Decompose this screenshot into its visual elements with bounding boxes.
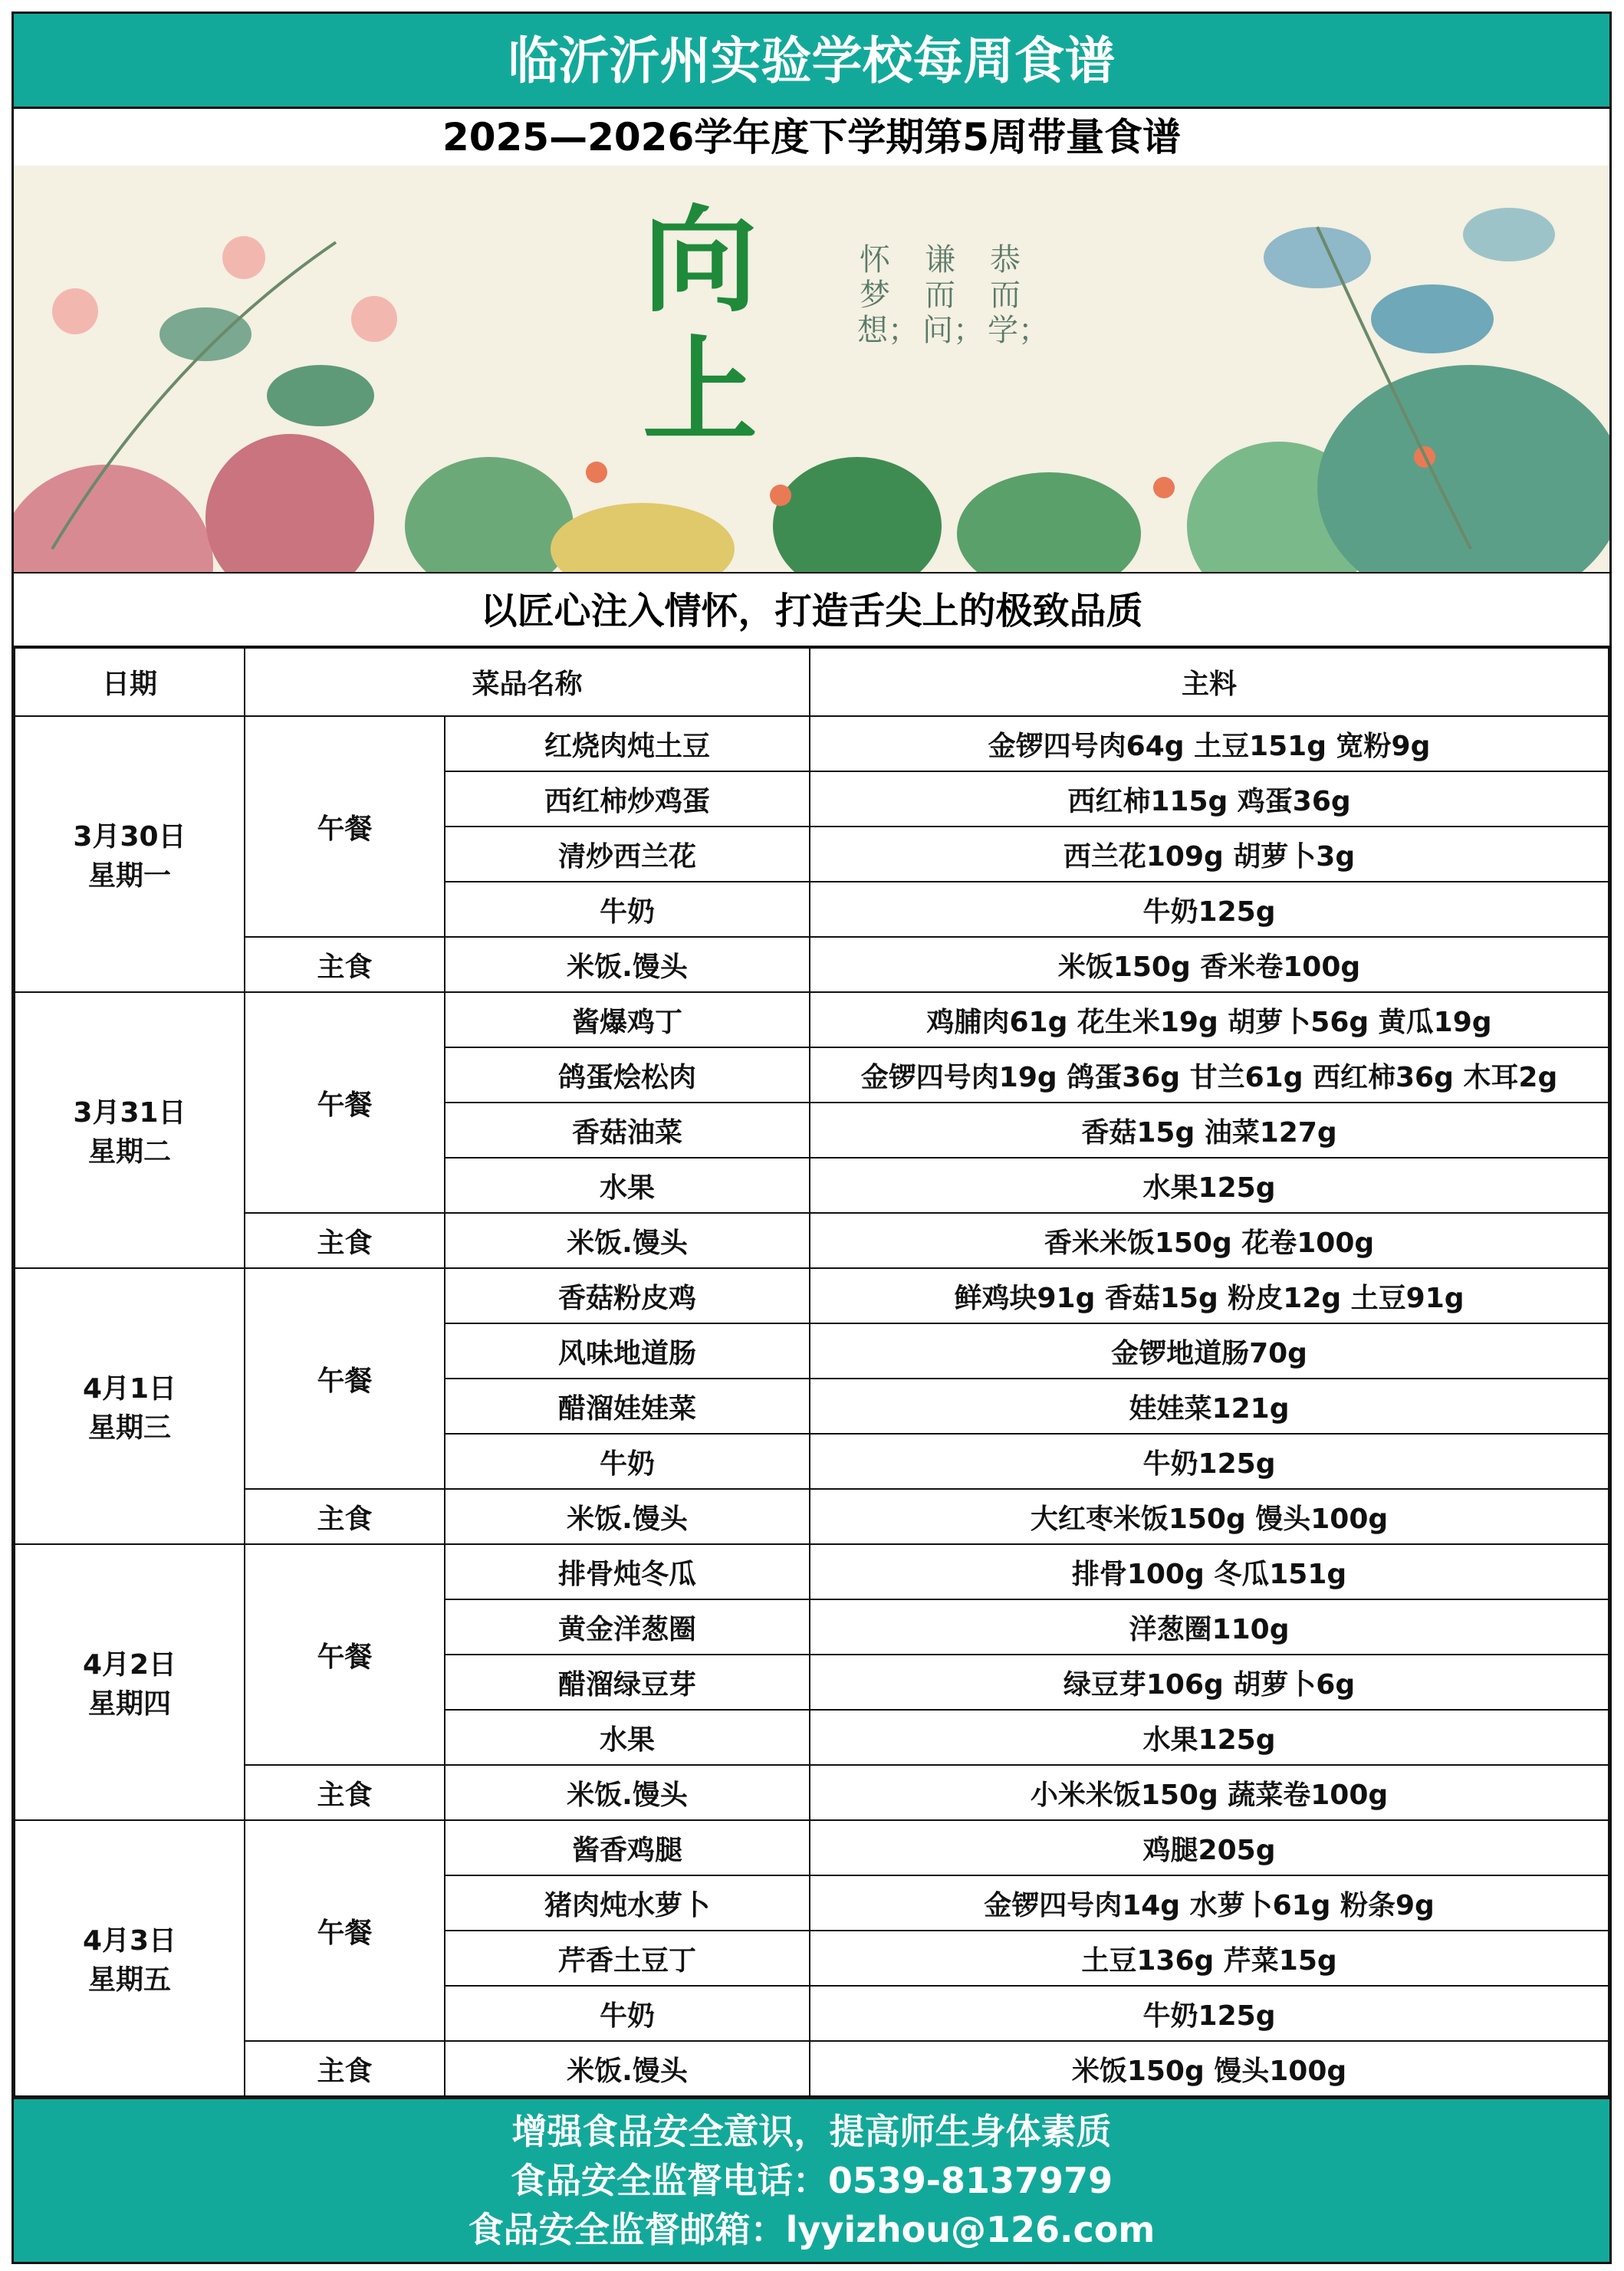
meal-label: 午餐	[245, 1268, 445, 1489]
date: 4月1日	[82, 1373, 177, 1405]
ingredients: 西兰花109g 胡萝卜3g	[810, 827, 1609, 882]
weekday: 星期二	[87, 1136, 171, 1168]
ingredients: 鲜鸡块91g 香菇15g 粉皮12g 土豆91g	[810, 1268, 1609, 1323]
poem-line: 恭而学；	[988, 242, 1049, 348]
date: 4月3日	[82, 1925, 177, 1957]
dish-name: 黄金洋葱圈	[445, 1599, 810, 1655]
slogan: 以匠心注入情怀，打造舌尖上的极致品质	[14, 572, 1609, 647]
ingredients: 金锣四号肉19g 鸽蛋36g 甘兰61g 西红柿36g 木耳2g	[810, 1047, 1609, 1103]
dish-name: 醋溜娃娃菜	[445, 1379, 810, 1434]
meal-label: 午餐	[245, 716, 445, 937]
dish-name: 水果	[445, 1158, 810, 1213]
header-date: 日期	[15, 648, 245, 716]
banner-big-text	[643, 196, 758, 457]
dish-name: 酱爆鸡丁	[445, 992, 810, 1047]
date: 4月2日	[82, 1649, 177, 1681]
table-row	[15, 992, 1609, 1047]
meal-label: 主食	[245, 1489, 445, 1544]
dish-name: 香菇粉皮鸡	[445, 1268, 810, 1323]
weekday: 星期五	[87, 1964, 171, 1996]
date-cell	[15, 1820, 245, 2096]
meal-label: 午餐	[245, 992, 445, 1213]
table-row	[15, 1765, 1609, 1820]
dish-name: 米饭.馒头	[445, 2041, 810, 2096]
ingredients: 牛奶125g	[810, 1986, 1609, 2041]
table-row	[15, 2041, 1609, 2096]
date-cell	[15, 992, 245, 1268]
table-row	[15, 1544, 1609, 1599]
table-row	[15, 1489, 1609, 1544]
ingredients: 金锣四号肉14g 水萝卜61g 粉条9g	[810, 1875, 1609, 1931]
menu-sheet	[12, 12, 1612, 2264]
table-row	[15, 937, 1609, 992]
date-cell	[15, 716, 245, 992]
ingredients: 香菇15g 油菜127g	[810, 1103, 1609, 1158]
meal-label: 主食	[245, 2041, 445, 2096]
ingredients: 水果125g	[810, 1710, 1609, 1765]
ingredients: 小米米饭150g 蔬菜卷100g	[810, 1765, 1609, 1820]
footer-email: 食品安全监督邮箱：lyyizhou@126.com	[468, 2209, 1156, 2250]
dish-name: 牛奶	[445, 1434, 810, 1489]
weekday: 星期一	[87, 860, 171, 892]
meal-label: 主食	[245, 937, 445, 992]
table-row	[15, 1213, 1609, 1268]
banner-image	[14, 166, 1609, 572]
date-cell	[15, 1268, 245, 1544]
ingredients: 娃娃菜121g	[810, 1379, 1609, 1434]
dish-name: 芹香土豆丁	[445, 1931, 810, 1986]
poem-line: 怀梦想；	[857, 242, 919, 348]
dish-name: 香菇油菜	[445, 1103, 810, 1158]
ingredients: 西红柿115g 鸡蛋36g	[810, 771, 1609, 827]
weekday: 星期四	[87, 1688, 171, 1720]
meal-label: 主食	[245, 1765, 445, 1820]
dish-name: 清炒西兰花	[445, 827, 810, 882]
dish-name: 鸽蛋烩松肉	[445, 1047, 810, 1103]
header-ingredients: 主料	[810, 648, 1609, 716]
banner-char: 上	[643, 325, 758, 458]
ingredients: 洋葱圈110g	[810, 1599, 1609, 1655]
page-title: 临沂沂州实验学校每周食谱	[14, 14, 1609, 109]
poem-line: 谦而问；	[922, 242, 984, 348]
table-row	[15, 716, 1609, 771]
footer-slogan: 增强食品安全意识，提高师生身体素质	[511, 2111, 1112, 2152]
ingredients: 绿豆芽106g 胡萝卜6g	[810, 1655, 1609, 1710]
menu-table	[14, 647, 1609, 2097]
ingredients: 排骨100g 冬瓜151g	[810, 1544, 1609, 1599]
date: 3月30日	[73, 821, 186, 853]
dish-name: 猪肉炖水萝卜	[445, 1875, 810, 1931]
footer	[14, 2097, 1609, 2262]
date: 3月31日	[73, 1097, 186, 1129]
ingredients: 金锣四号肉64g 土豆151g 宽粉9g	[810, 716, 1609, 771]
dish-name: 米饭.馒头	[445, 1213, 810, 1268]
plant-illustration	[14, 166, 1609, 572]
meal-label: 午餐	[245, 1544, 445, 1765]
week-subtitle: 2025—2026学年度下学期第5周带量食谱	[442, 115, 1182, 159]
footer-phone: 食品安全监督电话：0539-8137979	[510, 2160, 1113, 2201]
table-row	[15, 1820, 1609, 1875]
dish-name: 排骨炖冬瓜	[445, 1544, 810, 1599]
dish-name: 米饭.馒头	[445, 1765, 810, 1820]
table-row	[15, 1268, 1609, 1323]
header-dish: 菜品名称	[245, 648, 810, 716]
dish-name: 米饭.馒头	[445, 937, 810, 992]
ingredients: 金锣地道肠70g	[810, 1323, 1609, 1379]
banner-char: 向	[643, 195, 758, 328]
dish-name: 水果	[445, 1710, 810, 1765]
dish-name: 红烧肉炖土豆	[445, 716, 810, 771]
meal-label: 主食	[245, 1213, 445, 1268]
ingredients: 土豆136g 芹菜15g	[810, 1931, 1609, 1986]
ingredients: 鸡腿205g	[810, 1820, 1609, 1875]
table-header-row	[15, 648, 1609, 716]
ingredients: 米饭150g 香米卷100g	[810, 937, 1609, 992]
dish-name: 西红柿炒鸡蛋	[445, 771, 810, 827]
date-cell	[15, 1544, 245, 1820]
ingredients: 米饭150g 馒头100g	[810, 2041, 1609, 2096]
ingredients: 水果125g	[810, 1158, 1609, 1213]
dish-name: 米饭.馒头	[445, 1489, 810, 1544]
ingredients: 香米米饭150g 花卷100g	[810, 1213, 1609, 1268]
ingredients: 牛奶125g	[810, 882, 1609, 937]
dish-name: 醋溜绿豆芽	[445, 1655, 810, 1710]
ingredients: 大红枣米饭150g 馒头100g	[810, 1489, 1609, 1544]
dish-name: 风味地道肠	[445, 1323, 810, 1379]
ingredients: 牛奶125g	[810, 1434, 1609, 1489]
dish-name: 牛奶	[445, 1986, 810, 2041]
dish-name: 牛奶	[445, 882, 810, 937]
meal-label: 午餐	[245, 1820, 445, 2041]
ingredients: 鸡脯肉61g 花生米19g 胡萝卜56g 黄瓜19g	[810, 992, 1609, 1047]
weekday: 星期三	[87, 1412, 171, 1444]
dish-name: 酱香鸡腿	[445, 1820, 810, 1875]
